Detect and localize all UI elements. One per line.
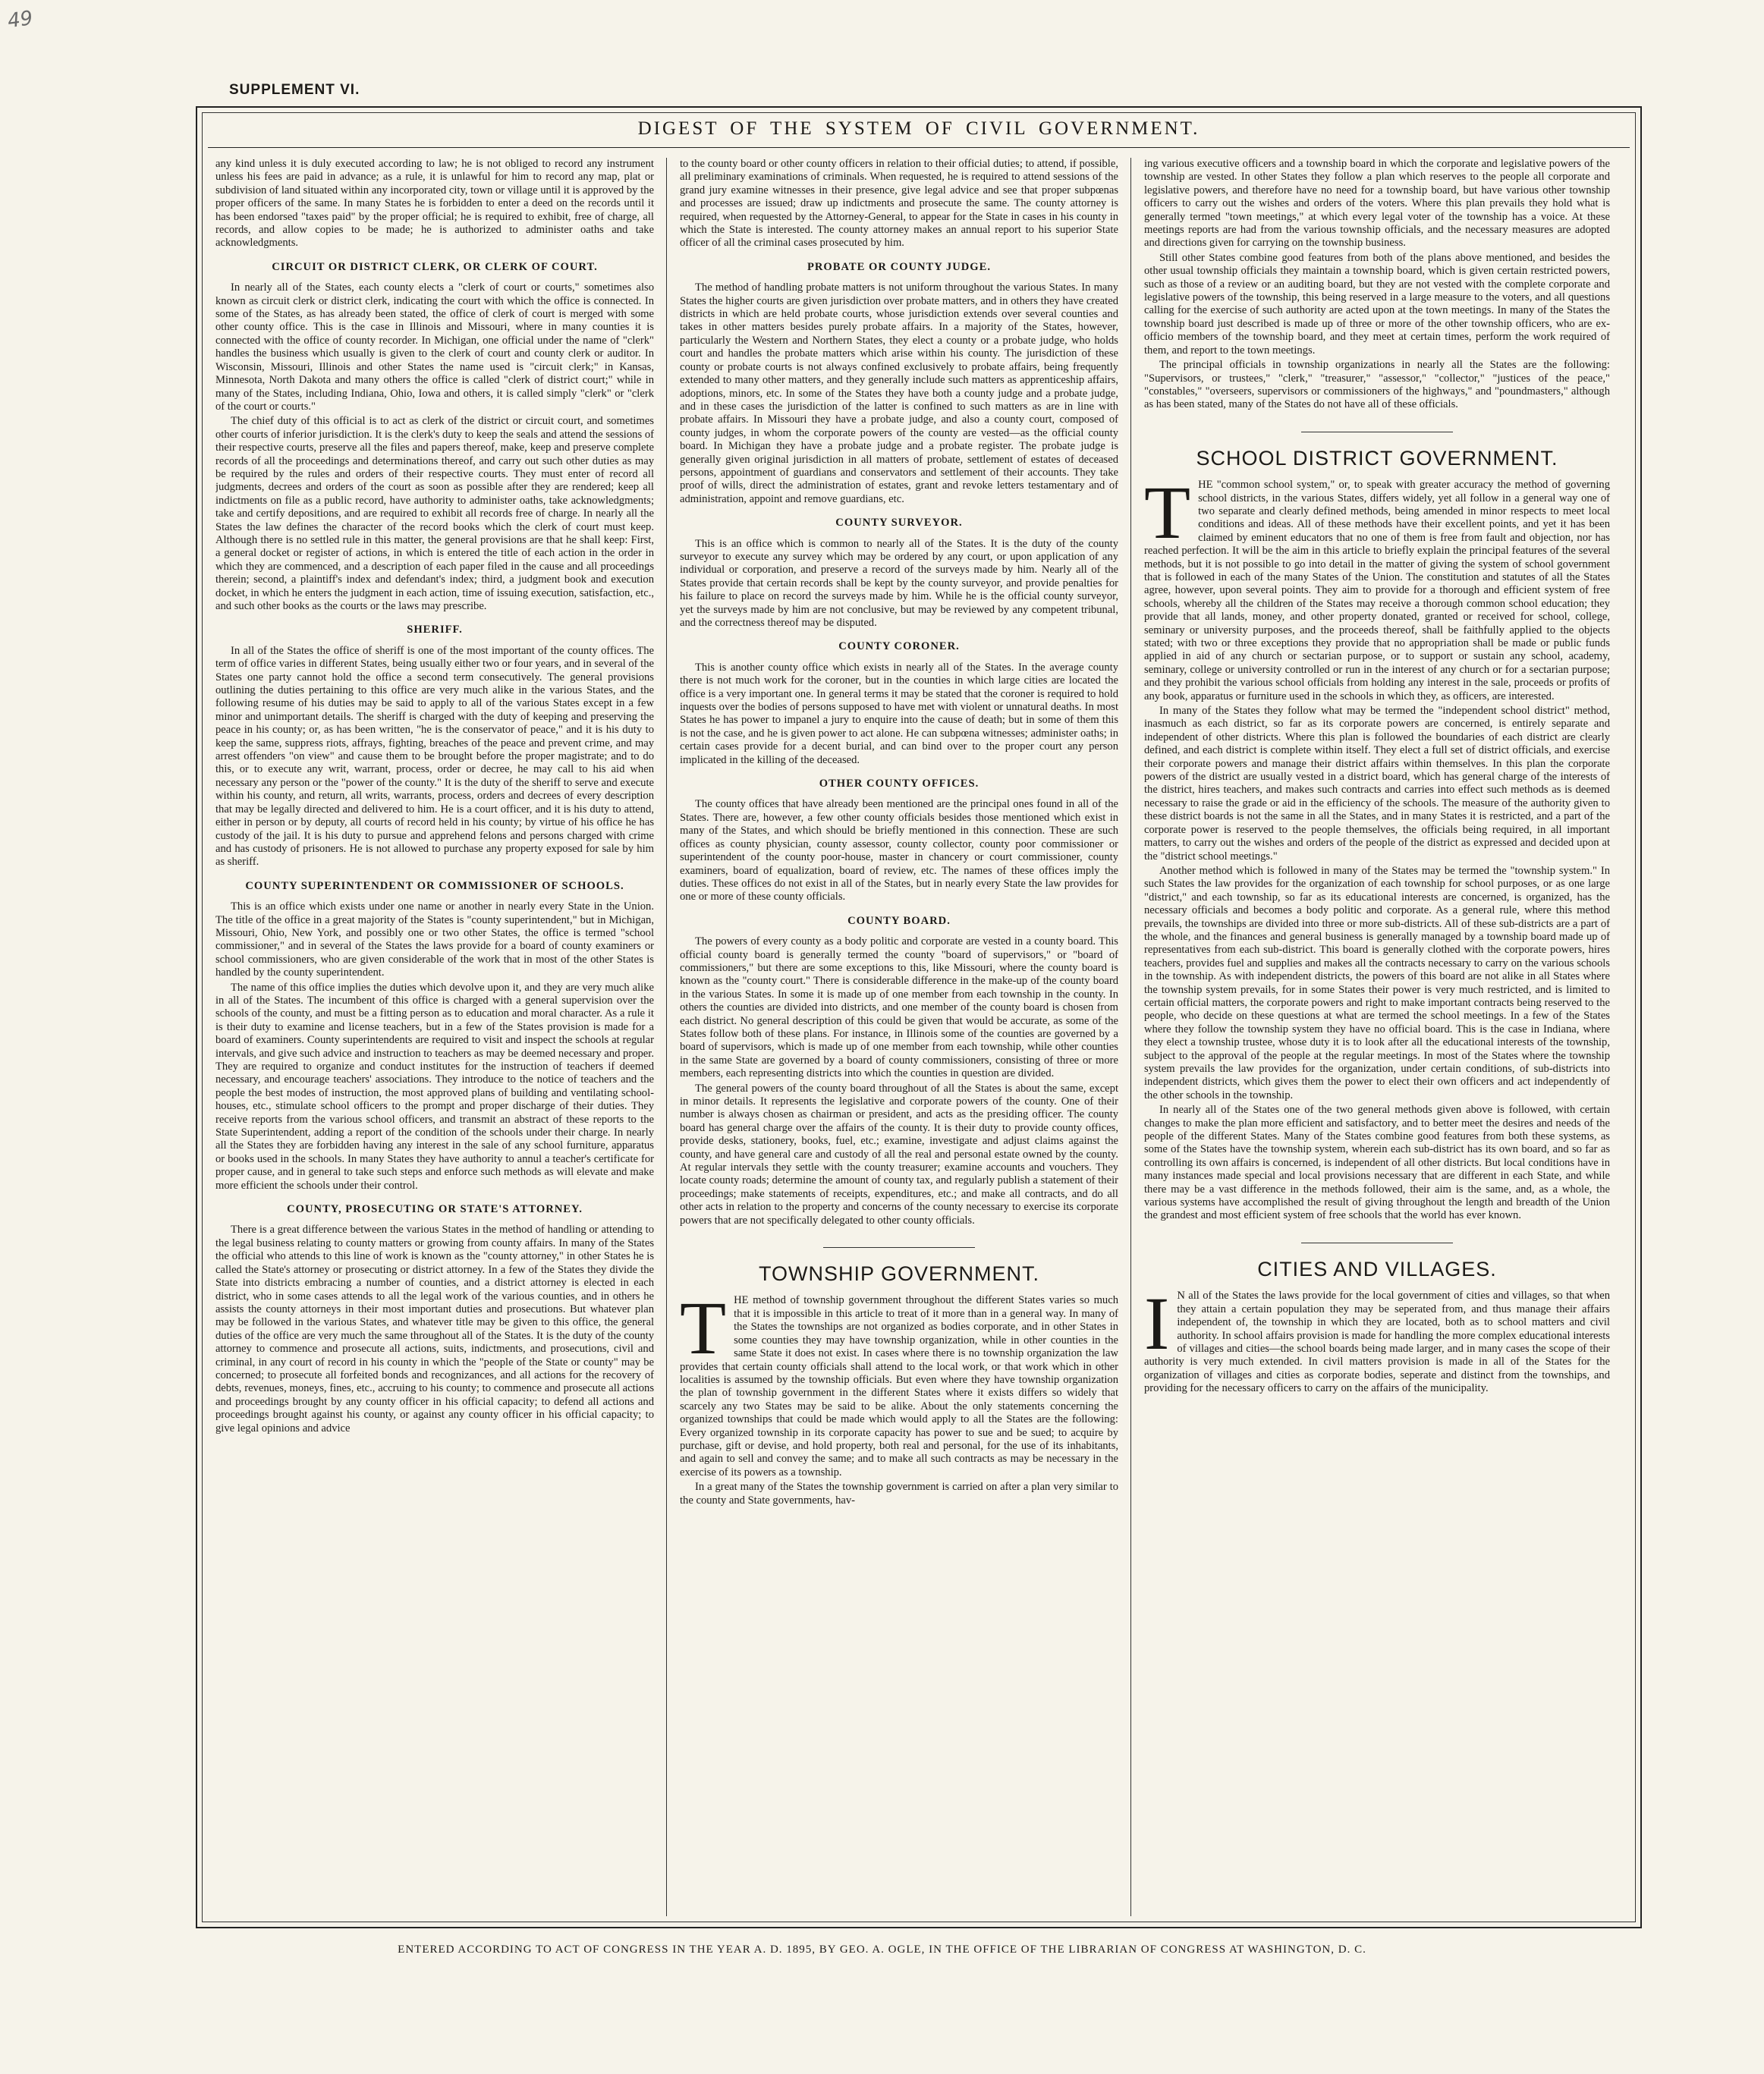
paragraph: Still other States combine good features from both of the plans above mentioned, and besides the other usual township officials they maintain a township board, which is given certain restricted powers, such as those of a review or an auditing board, but they are not vested with the complete corporate and legislative powers of the township, this being reserved in a large measure to the voters, and all questions calling for the exercise of such authority are acted upon at the town meetings. In many of the States the township board just described is made up of three or more of the other township officers, who are ex-officio members of the township board, and they meet at certain times, perform the work required of them, and report to the town meetings. — [1144, 251, 1610, 357]
copyright-footer: ENTERED ACCORDING TO ACT OF CONGRESS IN THE YEAR A. D. 1895, BY GEO. A. OGLE, IN THE OFFICE OF THE LIBRARIAN OF CONGRESS AT WASHINGTON, D. C. — [398, 1944, 1366, 1956]
paragraph: The chief duty of this official is to act as clerk of the district or circuit court, and sometimes other courts of inferior jurisdiction. It is the clerk's duty to keep the seals and attend the sessions of their respective courts, preserve all the files and papers thereof, make, keep and preserve complete records of all the proceedings and determinations thereof, and carry out such other duties as may be required by the rules and orders of their respective courts. They must enter of record all judgments, decrees and orders of the court as soon as possible after they are rendered; keep all indictments on file as a public record, have authority to administer oaths, take acknowledgments; take and certify depositions, and are required to exhibit all records free of charge. In nearly all the States the law defines the character of the record books which the clerk of court must keep. Although there is no settled rule in this matter, the general provisions are that he shall keep: First, a general docket or register of actions, in which is entered the title of each action in the order in which they are commenced, and a description of each paper filed in the cause and all proceedings therein; second, a plaintiff's index and defendant's index; third, a judgment book and execution docket, in which he enters the judgment in each action, time of issuing execution, satisfaction, etc., and such other books as the courts or the laws may prescribe. — [215, 415, 654, 612]
column-divider — [1130, 158, 1131, 1916]
paragraph: The general powers of the county board throughout of all the States is about the same, except in minor details. It represents the legislative and corporate powers of the county. One of their number is always chosen as chairman or president, and acts as the presiding officer. The county board has general charge over the affairs of the county. It is their duty to provide county offices, provide desks, stationery, books, fuel, etc.; examine, investigate and adjust claims against the county, and have general care and custody of all the real and personal estate owned by the county. At regular intervals they settle with the county treasurer; examine accounts and vouchers. They locate county roads; determine the amount of county tax, and regularly publish a statement of their proceedings; make statements of receipts, expenditures, etc.; and make all contracts, and do all other acts in relation to the property and concerns of the county necessary to exercise its corporate powers that are not specifically delegated to other county officials. — [680, 1082, 1118, 1227]
page-frame — [196, 106, 1642, 1928]
paragraph: The method of handling probate matters is not uniform throughout the various States. In many States the higher courts are given jurisdiction over probate matters, and in others they have created districts in which are held probate courts, whose jurisdiction extends over several counties and takes in other matters besides purely probate affairs. In a majority of the States, however, particularly the Western and Northern States, they elect a county or a probate judge, who holds court and handles the probate matters which arise within his county. The jurisdiction of these county or probate courts is not always confined exclusively to probate affairs, being frequently extended to many other matters, and they generally include such matters as apprenticeship affairs, adoptions, minors, etc. In some of the States they have both a county judge and a probate judge, and in these cases the jurisdiction of the latter is confined to such matters as are in line with probate affairs. In Missouri they have a probate judge, and also a county court, composed of county judges, in whom the corporate powers of the county are vested—as the official county board. In Michigan they have a probate judge and a probate register. The probate judge is generally given original jurisdiction in all matters of probate, settlement of estates of deceased persons, appointment of guardians and conservators and settlement of their accounts. They take proof of wills, direct the administration of estates, grant and revoke letters testamentary and of administration, appoint and remove guardians, etc. — [680, 281, 1118, 505]
paragraph: HE "common school system," or, to speak with greater accuracy the method of governing school districts, in the various States, differs widely, yet all follow in a general way one of two separate and clearly defined methods, being amended in minor respects to meet local conditions and ideas. All of these methods have their excellent points, and yet it has been claimed by eminent educators that no one of them is free from fault and objection, nor has reached perfection. It will be the aim in this article to briefly explain the principal features of the several methods, but it is not possible to go into detail in the matter of giving the system of school government that is followed in each of the many States of the Union. The constitution and statutes of all the States agree, however, upon several points. They aim to provide for a thorough and efficient system of free schools, whereby all the children of the States may receive a thorough common school education; they provide that all lands, money, and other property donated, granted or received for school, college, seminary or university purposes, and the proceeds thereof, shall be faithfully applied to the objects stated; with two or three exceptions they provide that no appropriation shall be made or public funds applied in aid of any church or sectarian purpose, or to support or sustain any school, academy, seminary, college or university controlled or run in the interest of any church or for a sectarian purpose; and they prohibit the various school officials from holding any interest in the sale, proceeds or profits of any book, apparatus or furniture used in the schools in which they, as officers, are interested. — [1144, 479, 1610, 702]
section-heading-surveyor: COUNTY SURVEYOR. — [835, 517, 963, 529]
paragraph: ing various executive officers and a township board in which the corporate and legislative powers of the township are vested. In other States they follow a plan which reserves to the people all corporate and legislative powers, and therefore have no need for a township board, but have various other township officers to carry out the wishes and orders of the voters. Where this plan prevails they hold what is generally termed "town meetings," at which every legal voter of the township has a voice. At these meetings reports are had from the various township officials, and the necessary measures are adopted and directions given for carrying on the township business. — [1144, 158, 1610, 250]
section-heading-attorney: COUNTY, PROSECUTING OR STATE'S ATTORNEY. — [287, 1203, 583, 1216]
drop-cap: I — [1144, 1281, 1170, 1366]
township-lead — [680, 1286, 1118, 1479]
paragraph: to the county board or other county officers in relation to their official duties; to attend, if possible, all preliminary examinations of criminals. When requested, he is required to attend sessions of the grand jury examine witnesses in their presence, give legal advice and see that proper subpœnas and processes are issued; draw up indictments and prosecute the same. The county attorney is required, when requested by the Attorney-General, to appear for the State in cases in his county in which the State is interested. The county attorney makes an annual report to his superior State officer of all the criminal cases prosecuted by him. — [680, 158, 1118, 250]
paragraph: The county offices that have already been mentioned are the principal ones found in all of the States. There are, however, a few other county officials besides those mentioned which exist in many of the States, and which should be briefly mentioned in this connection. These are such offices as county physician, county assessor, county collector, county poor commissioner or superintendent of the county poor-house, master in chancery or court commissioner, county examiners, board of equalization, board of review, etc. The names of these offices imply the duties. These offices do not exist in all of the States, but in nearly every State the law provides for one or more of these county officials. — [680, 798, 1118, 903]
section-heading-other-offices: OTHER COUNTY OFFICES. — [819, 778, 979, 790]
paragraph: In nearly all of the States one of the two general methods given above is followed, with certain changes to make the plan more efficient and satisfactory, and to better meet the desires and needs of the people of the different States. Many of the States combine good features from both these systems, as some of the States have the township system, wherein each sub-district has its own board, and so far as controlling its own affairs is concerned, is independent of all other districts. But local conditions have in many instances made special and local provisions necessary that are different in each State, and while there may be a vast difference in the methods followed, their aim is the same, and, as a whole, the various systems have accomplished the result of giving throughout the length and breadth of the Union the grandest and most efficient system of free schools that the world has ever known. — [1144, 1104, 1610, 1222]
paragraph: The principal officials in township organizations in nearly all the States are the following: "Supervisors, or trustees," "clerk," "treasurer," "assessor," "collector," "justices of the peace," "constables," "overseers, supervisors or commissioners of the highways," and "poundmasters," although as has been stated, many of the States do not have all of these officials. — [1144, 359, 1610, 411]
section-heading-probate: PROBATE OR COUNTY JUDGE. — [807, 260, 992, 273]
section-heading-clerk: CIRCUIT OR DISTRICT CLERK, OR CLERK OF COURT. — [272, 260, 598, 273]
paragraph: Another method which is followed in many of the States may be termed the "township system." In such States the law provides for the organization of each township for school purposes, or as one large "district," and each township, so far as its educational interests are concerned, is organized, has the necessary officials and becomes a body politic and corporate. As a general rule, where this method prevails, the townships are divided into three or more sub-districts. All of these sub-districts are a part of the whole, and the finances and general business is generally managed by a township board made up of representatives from each sub-district. This board is generally clothed with the corporate powers, hires teachers, provides fuel and supplies and makes all the contracts necessary to carry on the various schools in the township. As with independent districts, the powers of this board are not alike in all States where the township system prevails, for in some States their power is very much restricted, and is limited to certain official matters, the corporate powers and right to make important contracts being reserved to the people, who decide on these questions at what are termed the school meetings. In a few of the States where they follow the township system they have no official board. This is the case in Indiana, where they elect a township trustee, whose duty it is to look after all the educational interests of the township, subject to the approval of the people at the regular meetings. In most of the States where the township system prevails the law provides for the organization, under certain conditions, of sub-districts into independent districts, which gives them the power to elect their own officers and act independently of the other schools in the township. — [1144, 864, 1610, 1101]
section-heading-superintendent: COUNTY SUPERINTENDENT OR COMMISSIONER OF SCHOOLS. — [245, 879, 624, 892]
paragraph: In many of the States they follow what may be termed the "independent school district" method, inasmuch as each district, so far as its corporate powers are concerned, is entirely separate and independent of other districts. Where this plan is followed the boundaries of each district are clearly defined, and each district is complete within itself. They elect a full set of district officials, and exercise their corporate powers and manage their district affairs within themselves. In this plan the corporate powers of the district are usually vested in a district board, which has general charge of the interests of the district, hires teachers, and makes such contracts and carries into effect such methods as is deemed necessary to raise the grade or aid in the efficiency of the schools. The measure of the authority given to these district boards is not the same in all the States, and in many States it is restricted, and a part of the corporate power is reserved to the people themselves, the officials being required, in all important matters, to carry out the wishes and orders of the people of the district as expressed and decided upon at the "district school meetings." — [1144, 705, 1610, 863]
paragraph: HE method of township government throughout the different States varies so much that it is impossible in this article to treat of it more than in a general way. In many of the States the townships are not organized as bodies corporate, and in other States in some counties they may have township organization, while in other counties in the same State it does not exist. In cases where there is no township organization the law provides that certain county officials shall attend to the local work, or that work which in other localities is assumed by the township officials. But even where they have township organization the plan of township government in the different States where it exists differs so widely that scarcely any two States may be said to be alike. About the only statements concerning the organized townships that could be made which would apply to all the States are the following: Every organized township in its corporate capacity has power to sue and be sued; to acquire by purchase, gift or devise, and hold property, both real and personal, for the use of its inhabitants, and again to sell and convey the same; and to make all such contracts as may be necessary in the exercise of its powers as a township. — [680, 1294, 1118, 1479]
supplement-label: SUPPLEMENT VI. — [229, 82, 360, 98]
column-3 — [1144, 158, 1610, 1916]
drop-cap: T — [1144, 470, 1191, 555]
column-1 — [215, 158, 654, 1916]
paragraph: This is an office which is common to nearly all of the States. It is the duty of the county surveyor to execute any survey which may be ordered by any court, or upon application of any individual or corporation, and preserve a record of the surveys made by him. Nearly all of the States provide that certain records shall be kept by the county surveyor, and provide penalties for his failure to place on record the surveys made by him. While he is the official county surveyor, yet the surveys made by him are not conclusive, but may be reviewed by any competent tribunal, and the correctness thereof may be disputed. — [680, 537, 1118, 629]
corner-pencil-mark: 49 — [6, 7, 35, 33]
paragraph: N all of the States the laws provide for the local government of cities and villages, so that when they attain a certain population they may be seperated from, and thus manage their affairs independent of, the township in which they are located, both as to school matters and civil authority. In school affairs provision is made for handling the more complex educational interests of villages and cities—the school boards being made larger, and in many cases the scope of their authority is very much extended. In civil matters provision is made in all of the States for the organization of villages and cities as corporate bodies, seperate and distinct from the townships, and providing for the necessary officers to carry on the affairs of the municipality. — [1144, 1290, 1610, 1395]
cities-lead — [1144, 1281, 1610, 1395]
paragraph: The powers of every county as a body politic and corporate are vested in a county board. This official county board is generally termed the county "board of supervisors," or "board of commissioners," but there are some exceptions to this, like Missouri, where the county board is known as the "county court." There is considerable difference in the make-up of the county board in the various States. In some it is made up of one member from each township in the county. In others the counties are divided into districts, and one member of the county board is chosen from each district. No general description of this could be given that would be accurate, as some of the States follow both of these plans. For instance, in Illinois some of the counties are governed by a board of supervisors, which is made up of one member from each township, while other counties in the same State are governed by a board of county commissioners, consisting of three or more members, each representing districts into which the counties in question are divided. — [680, 935, 1118, 1080]
section-heading-sheriff: SHERIFF. — [407, 624, 463, 636]
school-lead — [1144, 470, 1610, 703]
drop-cap: T — [680, 1286, 727, 1371]
paragraph: any kind unless it is duly executed according to law; he is not obliged to record any instrument unless his fees are paid in advance; as a rule, it is unlawful for him to record any map, plat or subdivision of land situated within any incorporated city, town or village until it is approved by the proper officers of the same. In many States he is forbidden to enter a deed on the records until it has been endorsed "taxes paid" by the proper official; he is required to exhibit, free of charge, all records, and allow copies to be made; he is authorized to administer oaths and take acknowledgments. — [215, 158, 654, 250]
paragraph: In nearly all of the States, each county elects a "clerk of court or courts," sometimes also known as circuit clerk or district clerk, indicating the court with which the office is connected. In some of the States, as has already been stated, the office of clerk of court is merged with some other county office. This is the case in Illinois and Missouri, where in many counties it is connected with the office of county recorder. In Michigan, one official under the name of "clerk" handles the business which usually is given to the clerk of court and county clerk or auditor. In Wisconsin, Missouri, Illinois and other States the name used is "circuit clerk;" in Kansas, Minnesota, North Dakota and many others the office is called "clerk of district court;" while in many of the States, including Indiana, Ohio, Iowa and others, it is called simply "clerk" or "clerk of the court or courts." — [215, 281, 654, 413]
section-title-cities: CITIES AND VILLAGES. — [1257, 1257, 1497, 1281]
paragraph: The name of this office implies the duties which devolve upon it, and they are very much alike in all of the States. The incumbent of this office is charged with a general supervision over the schools of the county, and must be a fitting person as to education and moral character. As a rule it is their duty to examine and license teachers, but in a few of the States provision is made for a board of examiners. County superintendents are required to visit and inspect the schools at regular intervals, and give such advice and instruction to teachers as may be deemed necessary and proper. They are required to organize and conduct institutes for the instruction of teachers if deemed necessary, and encourage teachers' associations. They introduce to the notice of teachers and the people the best modes of instruction, the most approved plans of building and ventilating school-houses, etc., stimulate school officers to the prompt and proper discharge of their duties. They receive reports from the various school officers, and transmit an abstract of these reports to the State Superintendent, adding a report of the condition of the schools under their charge. In nearly all the States they are forbidden having any interest in the sale of any school furniture, apparatus or books used in the schools. In many States they have authority to annul a teacher's certificate for proper cause, and in general to take such steps and enforce such methods as will elevate and make more efficient the schools under their control. — [215, 981, 654, 1192]
paragraph: In all of the States the office of sheriff is one of the most important of the county offices. The term of office varies in different States, being usually either two or four years, and in several of the States one party cannot hold the office a second term consecutively. The general provisions outlining the duties pertaining to this office are very much alike in the various States, and the following resume of his duties may be said to apply to all of the various States except in a few minor and unimportant details. The sheriff is charged with the duty of keeping and preserving the peace in his county; or, as has been written, "he is the conservator of peace," and it is his duty to keep the same, suppress riots, affrays, fighting, breaches of the peace and prevent crime, and may arrest offenders "on view" and cause them to be brought before the proper magistrate; and to do this, or to execute any writ, warrant, process, order or decree, he may call to his aid when necessary any person or the "power of the county." It is the duty of the sheriff to serve and execute within his county, and return, all writs, warrants, process, orders and decrees of every description that may be legally directed and delivered to him. He is a court officer, and it is his duty to attend, either in person or by deputy, all courts of record held in his county; by virtue of his office he has custody of the jail. It is his duty to pursue and apprehend felons and persons charged with crime and has custody of prisoners. He is not allowed to purchase any property exposed for sale by him as sheriff. — [215, 644, 654, 869]
paragraph: There is a great difference between the various States in the method of handling or attending to the legal business relating to county matters or growing from county affairs. In many of the States the official who attends to this line of work is known as the "county attorney," in other States he is called the State's attorney or prosecuting or district attorney. In a few of the States they divide the State into districts embracing a number of counties, and a district attorney is elected in each district, who in some cases attends to all the legal work of the various counties, and in others he assists the county attorneys in their most important duties and prosecutions. But whatever plan may be followed in the various States, and whatever title may be given to this office, the general duties of the office are very much the same throughout all of the States. It is the duty of the county attorney to commence and prosecute all actions, suits, indictments, and prosecutions, civil and criminal, in any court of record in his county in which the "people of the State or county" may be concerned; to prosecute all forfeited bonds and recognizances, and all actions for the recovery of debts, revenues, moneys, fines, etc., accruing to his county; to commence and prosecute all actions and proceedings brought by any county officer in his official capacity; to defend all actions and proceedings brought against his county, or against any county officer in his official capacity; to give legal opinions and advice — [215, 1224, 654, 1435]
column-2 — [680, 158, 1118, 1916]
section-divider — [823, 1247, 975, 1248]
section-heading-coroner: COUNTY CORONER. — [838, 640, 960, 653]
title-rule — [208, 147, 1630, 148]
paragraph: This is another county office which exists in nearly all of the States. In the average county there is not much work for the coroner, but in the counties in which large cities are located the office is a very important one. In general terms it may be stated that the coroner is required to hold inquests over the bodies of persons supposed to have met with violent or unnatural deaths. In most States he has power to impanel a jury to enquire into the cause of death; but in some of them this is not the case, and he is given power to act alone. He can subpœna witnesses; administer oaths; in certain cases provide for a decent burial, and can bind over to the proper court any person implicated in the killing of the deceased. — [680, 661, 1118, 766]
page-title: DIGEST OF THE SYSTEM OF CIVIL GOVERNMENT. — [637, 118, 1200, 139]
column-divider — [666, 158, 667, 1916]
paragraph: In a great many of the States the township government is carried on after a plan very similar to the county and State governments, hav- — [680, 1481, 1118, 1507]
section-title-township: TOWNSHIP GOVERNMENT. — [758, 1262, 1040, 1286]
paragraph: This is an office which exists under one name or another in nearly every State in the Union. The title of the office in a great majority of the States is "county superintendent," but in Michigan, Missouri, Ohio, New York, and possibly one or two other States, the office is termed "school commissioner," and in several of the States the laws provide for a board of county examiners or school commissioners, who are given considerable of the work that in most of the other States is handled by the county superintendent. — [215, 900, 654, 979]
section-title-school-district: SCHOOL DISTRICT GOVERNMENT. — [1196, 446, 1558, 470]
section-heading-county-board: COUNTY BOARD. — [847, 914, 951, 927]
